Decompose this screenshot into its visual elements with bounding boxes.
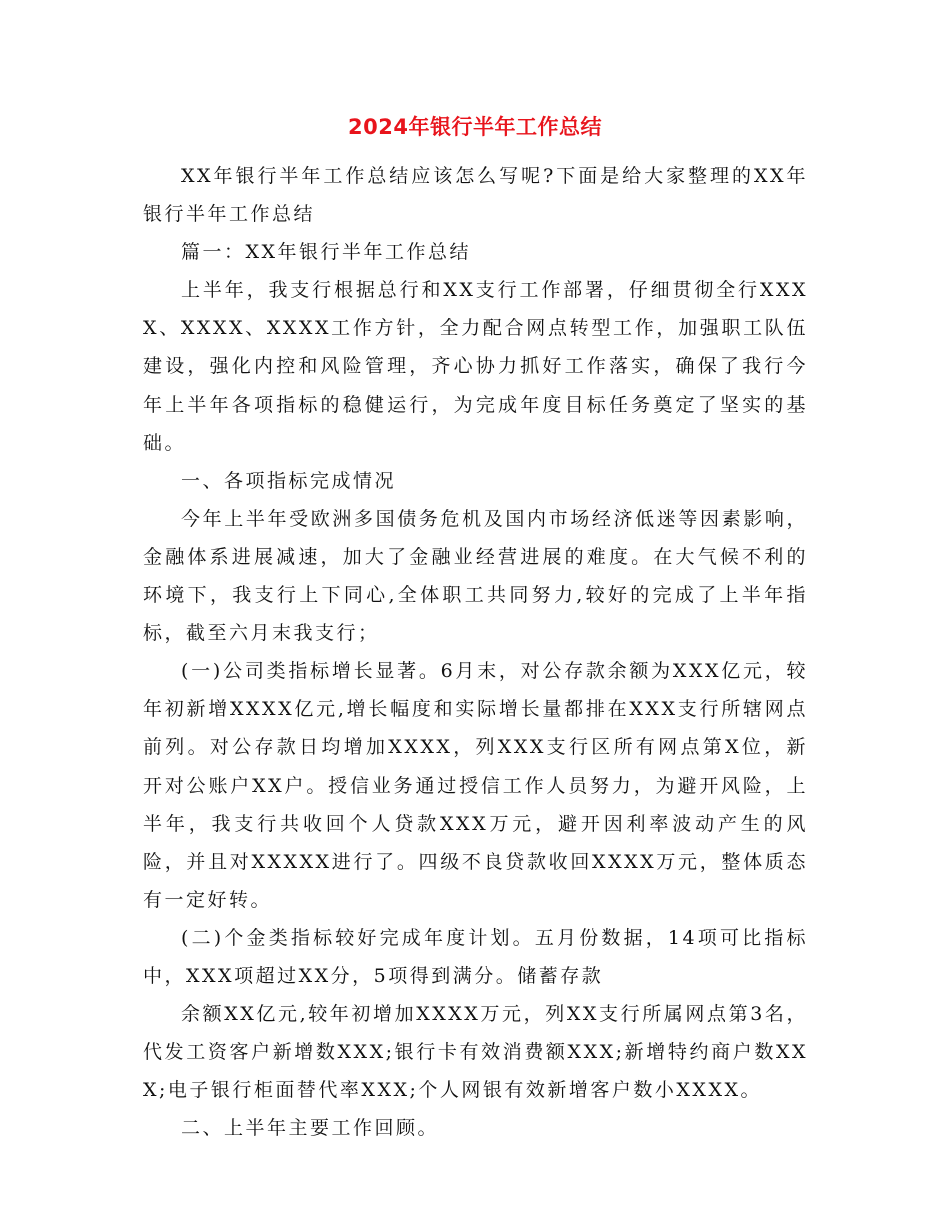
overview-paragraph: 上半年，我支行根据总行和XX支行工作部署，仔细贯彻全行XXXX、XXXX、XXXX工作方针，全力配合网点转型工作，加强职工队伍建设，强化内控和风险管理，齐心协力抓好工作落实，确保了我行今年上半年各项指标的稳健运行，为完成年度目标任务奠定了坚实的基础。 [143,279,808,454]
section-heading-review: 二、上半年主要工作回顾。 [181,1117,440,1140]
document-body [143,157,808,1147]
document-title: 2024年银行半年工作总结 [348,115,602,139]
section-heading-indicators: 一、各项指标完成情况 [181,469,397,492]
intro-paragraph: XX年银行半年工作总结应该怎么写呢?下面是给大家整理的XX年银行半年工作总结 [143,165,808,226]
indicators-paragraph: 今年上半年受欧洲多国债务危机及国内市场经济低迷等因素影响，金融体系进展减速，加大了金融业经营进展的难度。在大气候不利的环境下，我支行上下同心,全体职工共同努力,较好的完成了上半年指标，截至六月末我支行； [143,507,808,645]
savings-paragraph: 余额XX亿元,较年初增加XXXX万元，列XX支行所属网点第3名，代发工资客户新增数XXX;银行卡有效消费额XXX;新增特约商户数XXX;电子银行柜面替代率XXX;个人网银有效新增客户数小XXXX。 [143,1003,808,1102]
section-heading-part-one: 篇一：XX年银行半年工作总结 [181,241,472,264]
corporate-indicators-paragraph: (一)公司类指标增长显著。6月末，对公存款余额为XXX亿元，较年初新增XXXX亿元,增长幅度和实际增长量都排在XXX支行所辖网点前列。对公存款日均增加XXXX，列XXX支行区所有网点第X位，新开对公账户XX户。授信业务通过授信工作人员努力，为避开风险，上半年，我支行共收回个人贷款XXX万元，避开因利率波动产生的风险，并且对XXXXX进行了。四级不良贷款收回XXXX万元，整体质态有一定好转。 [143,660,808,911]
retail-indicators-paragraph: (二)个金类指标较好完成年度计划。五月份数据，14项可比指标中，XXX项超过XX分，5项得到满分。储蓄存款 [143,926,808,987]
